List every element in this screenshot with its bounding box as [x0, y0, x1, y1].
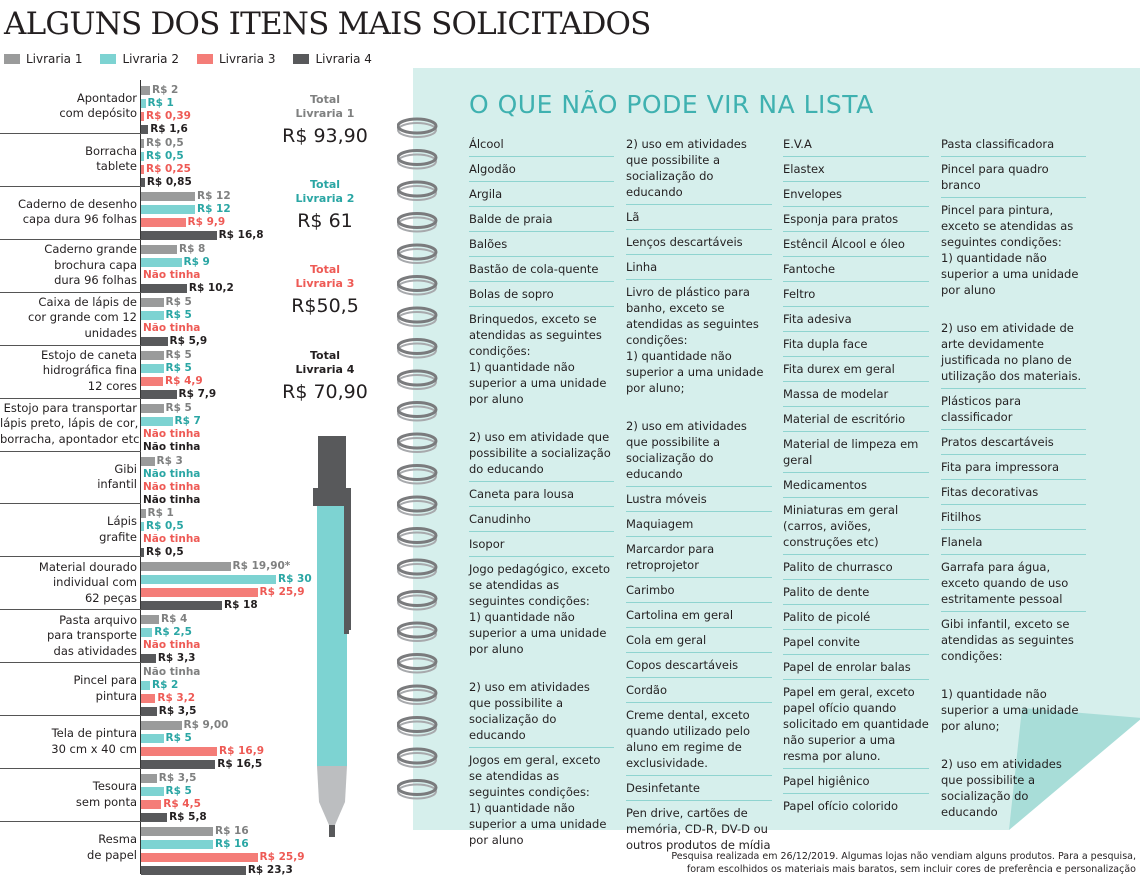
bar-value-label: R$ 5 — [165, 401, 192, 414]
bar-value-label: R$ 1 — [147, 97, 174, 109]
total-value: R$ 61 — [297, 210, 353, 232]
bar — [141, 192, 195, 201]
list-item: Fitas decorativas — [941, 480, 1086, 505]
list-column — [626, 132, 772, 857]
list-item: Pincel para pintura, exceto se atendidas as seguintes condições: 1) quantidade não superior a uma unidade por aluno 2) uso em atividade de arte devidamente justificada no plano de utilização dos materiais. — [941, 198, 1086, 389]
legend-swatch — [4, 54, 20, 64]
bar-value-label: R$ 3,5 — [158, 705, 197, 718]
list-item: Fitilhos — [941, 505, 1086, 530]
category-label: Pincel para pintura — [73, 673, 137, 703]
category-label: Tesoura sem ponta — [75, 779, 137, 809]
bar-value-label: R$ 0,85 — [146, 175, 192, 188]
list-item: Medicamentos — [783, 473, 929, 498]
bar-value-label: R$ 16,5 — [217, 758, 263, 771]
bar — [141, 139, 144, 148]
bar — [141, 417, 173, 426]
chart-legend — [4, 52, 372, 66]
category-label: Pasta arquivo para transporte das atividades — [47, 612, 137, 658]
bar-value-label: R$ 9 — [183, 255, 210, 268]
legend-swatch — [293, 54, 309, 64]
total-block — [280, 178, 370, 234]
list-item: Palito de picolé — [783, 605, 929, 630]
footnote: Pesquisa realizada em 26/12/2019. Algumas lojas não vendiam alguns produtos. Para a pesquisa, foram escolhidos os materiais mais baratos, sem incluir cores de preferência e personalização — [671, 851, 1136, 875]
list-column — [783, 132, 929, 818]
category-label: Material dourado individual com 62 peças — [38, 559, 137, 605]
group-separator — [0, 662, 141, 663]
bar-value-label: R$ 2 — [152, 679, 179, 692]
category-label: Caixa de lápis de cor grande com 12 unidades — [28, 294, 137, 340]
list-item: Flanela — [941, 530, 1086, 555]
bar-value-label: Não tinha — [143, 533, 201, 546]
list-item: Cordão — [626, 678, 772, 703]
total-label: Total Livraria 4 — [295, 349, 355, 376]
bar-value-label: R$ 0,25 — [146, 162, 191, 175]
bar-value-label: R$ 5 — [165, 295, 192, 308]
list-item: Pen drive, cartões de memória, CD-R, DV-D ou outros produtos de mídia — [626, 806, 771, 852]
bar-value-label: R$ 12 — [197, 202, 231, 215]
category-label: Estojo para transportar lápis preto, lápis de cor, borracha, apontador etc — [0, 400, 140, 446]
group-separator — [0, 133, 141, 134]
bar-value-label: R$ 0,5 — [146, 136, 184, 149]
list-column — [941, 132, 1086, 824]
list-item: Envelopes — [783, 182, 929, 207]
list-item: Material de escritório — [783, 407, 929, 432]
bar — [141, 165, 144, 174]
bar — [141, 694, 155, 703]
bar-value-label: R$ 2,5 — [154, 626, 192, 639]
bar — [141, 99, 146, 108]
list-item: Miniaturas em geral (carros, aviões, construções etc) — [783, 498, 929, 555]
legend-label: Livraria 4 — [315, 52, 372, 66]
total-value: R$50,5 — [291, 295, 359, 317]
bar-value-label: R$ 4 — [161, 613, 188, 626]
bar — [141, 588, 258, 597]
group-separator — [0, 768, 141, 769]
bar-value-label: R$ 0,5 — [146, 149, 184, 162]
bar — [141, 747, 217, 756]
group-separator — [0, 451, 141, 452]
legend-item — [100, 52, 178, 66]
bar-value-label: R$ 25,9 — [259, 851, 305, 864]
bar-value-label: Não tinha — [143, 321, 201, 334]
bar-value-label: R$ 2 — [152, 84, 179, 96]
bar-value-label: R$ 16,8 — [218, 228, 264, 241]
bar-value-label: R$ 16,9 — [219, 745, 264, 758]
list-item: Cartolina em geral — [626, 603, 772, 628]
bar-value-label: Não tinha — [143, 268, 201, 281]
bar-value-label: R$ 1 — [147, 507, 174, 520]
list-item: Feltro — [783, 282, 929, 307]
bar-value-label: Não tinha — [143, 480, 201, 493]
list-item: Fita adesiva — [783, 307, 929, 332]
list-item: Pratos descartáveis — [941, 430, 1086, 455]
bar-value-label: R$ 5 — [165, 785, 192, 798]
bar — [141, 787, 164, 796]
total-label: Total Livraria 3 — [295, 263, 355, 290]
list-item: Jogos em geral, exceto se atendidas as seguintes condições: 1) quantidade não superior a uma unidade por aluno — [469, 753, 607, 847]
list-item: Estêncil Álcool e óleo — [783, 232, 929, 257]
list-item: Marcardor para retroprojetor — [626, 537, 772, 578]
list-item: Brinquedos, exceto se atendidas as seguintes condições: 1) quantidade não superior a uma unidade por aluno 2) uso em atividade que possibilite a socialização do educando — [469, 307, 614, 482]
list-item: Material de limpeza em geral — [783, 432, 929, 473]
list-item: Papel ofício colorido — [783, 799, 899, 813]
list-item: Isopor — [469, 532, 614, 557]
bar-value-label: R$ 10,2 — [188, 281, 234, 294]
bar — [141, 654, 156, 663]
bar — [141, 866, 246, 875]
list-item: Bastão de cola-quente — [469, 257, 614, 282]
list-item: Caneta para lousa — [469, 482, 614, 507]
bar — [141, 231, 217, 240]
bar-value-label: R$ 16 — [215, 838, 249, 851]
bar-value-label: R$ 3,3 — [157, 652, 196, 665]
bar-value-label: R$ 5,9 — [169, 334, 208, 347]
group-separator — [0, 821, 141, 822]
category-label: Caderno grande brochura capa dura 96 folhas — [44, 242, 137, 288]
category-label: Lápis grafite — [99, 514, 137, 544]
list-item: Carimbo — [626, 578, 772, 603]
total-block — [280, 263, 370, 319]
bar-value-label: R$ 25,9 — [259, 586, 305, 599]
list-item: Fita durex em geral — [783, 357, 929, 382]
list-item: Massa de modelar — [783, 382, 929, 407]
bar-value-label: R$ 16 — [215, 825, 249, 838]
bar — [141, 404, 164, 413]
list-item: Cola em geral — [626, 628, 772, 653]
bar — [141, 774, 157, 783]
list-item: Livro de plástico para banho, exceto se atendidas as seguintes condições: 1) quantidade não superior a uma unidade por aluno; 2) uso em atividades que possibilite a socialização do educando — [626, 280, 772, 487]
bar-value-label: R$ 0,39 — [146, 110, 191, 122]
group-separator — [0, 503, 141, 504]
group-separator — [0, 715, 141, 716]
list-item: Papel higiênico — [783, 769, 929, 794]
legend-swatch — [100, 54, 116, 64]
list-item: Papel convite — [783, 630, 929, 655]
bar-value-label: Não tinha — [143, 493, 201, 506]
bar — [141, 86, 150, 95]
bar — [141, 628, 152, 637]
bar — [141, 601, 222, 610]
list-item: Garrafa para água, exceto quando de uso estritamente pessoal — [941, 555, 1086, 612]
list-item: Linha — [626, 255, 772, 280]
list-item: Papel de enrolar balas — [783, 655, 929, 680]
bar-value-label: R$ 9,9 — [187, 215, 226, 228]
bar-value-label: Não tinha — [143, 440, 201, 453]
category-label: Resma de papel — [87, 832, 137, 862]
bar — [141, 827, 213, 836]
bar-value-label: R$ 5 — [165, 732, 192, 745]
bar-value-label: R$ 30 — [278, 573, 312, 586]
legend-item — [293, 52, 371, 66]
bar — [141, 840, 213, 849]
bar-value-label: Não tinha — [143, 427, 201, 440]
list-item: Argila — [469, 182, 614, 207]
bar-value-label: R$ 1,6 — [150, 123, 188, 135]
group-separator — [0, 186, 141, 187]
group-separator — [0, 292, 141, 293]
total-label: Total Livraria 1 — [295, 93, 355, 120]
list-item: Fantoche — [783, 257, 929, 282]
bar-value-label: R$ 0,5 — [146, 546, 184, 559]
list-item: 2) uso em atividades que possibilite a socialização do educando — [626, 132, 772, 205]
bar — [141, 351, 164, 360]
category-label: Gibi infantil — [97, 461, 137, 491]
bar-value-label: R$ 3,2 — [157, 692, 196, 705]
bar — [141, 548, 144, 557]
list-item: Pasta classificadora — [941, 132, 1086, 157]
category-label: Caderno de desenho capa dura 96 folhas — [17, 196, 137, 227]
total-block — [280, 93, 370, 149]
legend-label: Livraria 3 — [218, 52, 276, 66]
list-item: Papel em geral, exceto papel ofício quando solicitado em quantidade não superior a uma resma por aluno. — [783, 680, 929, 769]
list-item: Palito de dente — [783, 580, 929, 605]
list-item: Álcool — [469, 132, 614, 157]
bar — [141, 760, 215, 769]
bar — [141, 311, 164, 320]
legend-label: Livraria 2 — [122, 52, 179, 66]
list-item: Desinfetante — [626, 776, 772, 801]
pen-illustration — [305, 430, 365, 840]
bar — [141, 112, 144, 121]
list-item: Balões — [469, 232, 614, 257]
list-item: Algodão — [469, 157, 614, 182]
list-item: Gibi infantil, exceto se atendidas as seguintes condições: 1) quantidade não superior a uma unidade por aluno; 2) uso em atividades que possibilite a socialização do educando — [941, 617, 1079, 819]
category-label: Borracha tablete — [85, 143, 137, 174]
bar — [141, 284, 187, 293]
bar — [141, 152, 144, 161]
bar-value-label: Não tinha — [143, 639, 201, 652]
bar — [141, 800, 161, 809]
bar — [141, 734, 164, 743]
bar — [141, 390, 177, 399]
bar — [141, 218, 186, 227]
list-item: Balde de praia — [469, 207, 614, 232]
list-item: Fita para impressora — [941, 455, 1086, 480]
bar — [141, 853, 258, 862]
bar — [141, 377, 163, 386]
bar-value-label: R$ 19,90* — [232, 560, 291, 573]
bar-value-label: R$ 12 — [197, 189, 231, 202]
bar — [141, 681, 150, 690]
bar-value-label: R$ 4,5 — [163, 798, 201, 811]
group-separator — [0, 398, 141, 399]
bar — [141, 337, 168, 346]
legend-swatch — [197, 54, 213, 64]
total-value: R$ 93,90 — [282, 125, 368, 147]
category-label: Tela de pintura 30 cm x 40 cm — [51, 726, 137, 756]
bar — [141, 178, 145, 187]
list-item: Esponja para pratos — [783, 207, 929, 232]
bar — [141, 522, 144, 531]
bar — [141, 205, 195, 214]
list-item: Plásticos para classificador — [941, 389, 1086, 430]
bar-value-label: R$ 5 — [165, 361, 192, 374]
list-item: Canudinho — [469, 507, 614, 532]
legend-item — [197, 52, 275, 66]
bar-value-label: R$ 7,9 — [178, 387, 217, 400]
bar-value-label: R$ 0,5 — [146, 520, 184, 533]
bar-value-label: Não tinha — [143, 467, 201, 480]
bar — [141, 125, 148, 134]
bar — [141, 721, 182, 730]
category-label: Estojo de caneta hidrográfica fina 12 cores — [40, 347, 137, 393]
bar-value-label: Não tinha — [143, 666, 201, 679]
group-separator — [0, 345, 141, 346]
total-label: Total Livraria 2 — [295, 178, 355, 205]
bar-value-label: R$ 18 — [224, 599, 258, 612]
list-item: Bolas de sopro — [469, 282, 614, 307]
bar-value-label: R$ 9,00 — [183, 719, 229, 732]
bar — [141, 813, 167, 822]
category-label: Apontador com depósito — [59, 90, 137, 121]
bar — [141, 707, 157, 716]
list-item: Creme dental, exceto quando utilizado pelo aluno em regime de exclusividade. — [626, 703, 772, 776]
bar-value-label: R$ 3,5 — [158, 772, 197, 785]
group-separator — [0, 556, 141, 557]
list-item: Copos descartáveis — [626, 653, 772, 678]
bar-value-label: R$ 7 — [174, 414, 201, 427]
bar — [141, 615, 159, 624]
list-item: Jogo pedagógico, exceto se atendidas as seguintes condições: 1) quantidade não superior a uma unidade por aluno 2) uso em atividades que possibilite a socialização do educando — [469, 557, 614, 748]
list-item: Fita dupla face — [783, 332, 929, 357]
legend-label: Livraria 1 — [26, 52, 83, 66]
legend-item — [4, 52, 82, 66]
bar-value-label: R$ 5 — [165, 308, 192, 321]
total-block — [280, 349, 370, 405]
bar-value-label: R$ 4,9 — [165, 374, 203, 387]
bar-value-label: R$ 5 — [165, 348, 192, 361]
bar-value-label: R$ 3 — [156, 454, 183, 467]
bar — [141, 298, 164, 307]
bar — [141, 245, 177, 254]
list-item: Elastex — [783, 157, 929, 182]
group-separator — [0, 609, 141, 610]
list-item: Lã — [626, 205, 772, 230]
bar-value-label: R$ 5,8 — [169, 811, 207, 824]
list-item: Lenços descartáveis — [626, 230, 772, 255]
page-title: ALGUNS DOS ITENS MAIS SOLICITADOS — [4, 6, 651, 42]
list-item: E.V.A — [783, 132, 929, 157]
bar-value-label: R$ 23,3 — [247, 864, 293, 877]
list-item: Palito de churrasco — [783, 555, 929, 580]
list-column — [469, 132, 614, 852]
bar — [141, 509, 146, 518]
bar — [141, 258, 182, 267]
bar — [141, 364, 164, 373]
list-item: Maquiagem — [626, 512, 772, 537]
bar — [141, 457, 155, 466]
notebook-title: O QUE NÃO PODE VIR NA LISTA — [469, 90, 874, 119]
bar — [141, 575, 276, 584]
total-value: R$ 70,90 — [282, 381, 368, 403]
bar-value-label: R$ 8 — [179, 242, 206, 255]
bar — [141, 562, 231, 571]
list-item: Lustra móveis — [626, 487, 772, 512]
list-item: Pincel para quadro branco — [941, 157, 1086, 198]
group-separator — [0, 239, 141, 240]
